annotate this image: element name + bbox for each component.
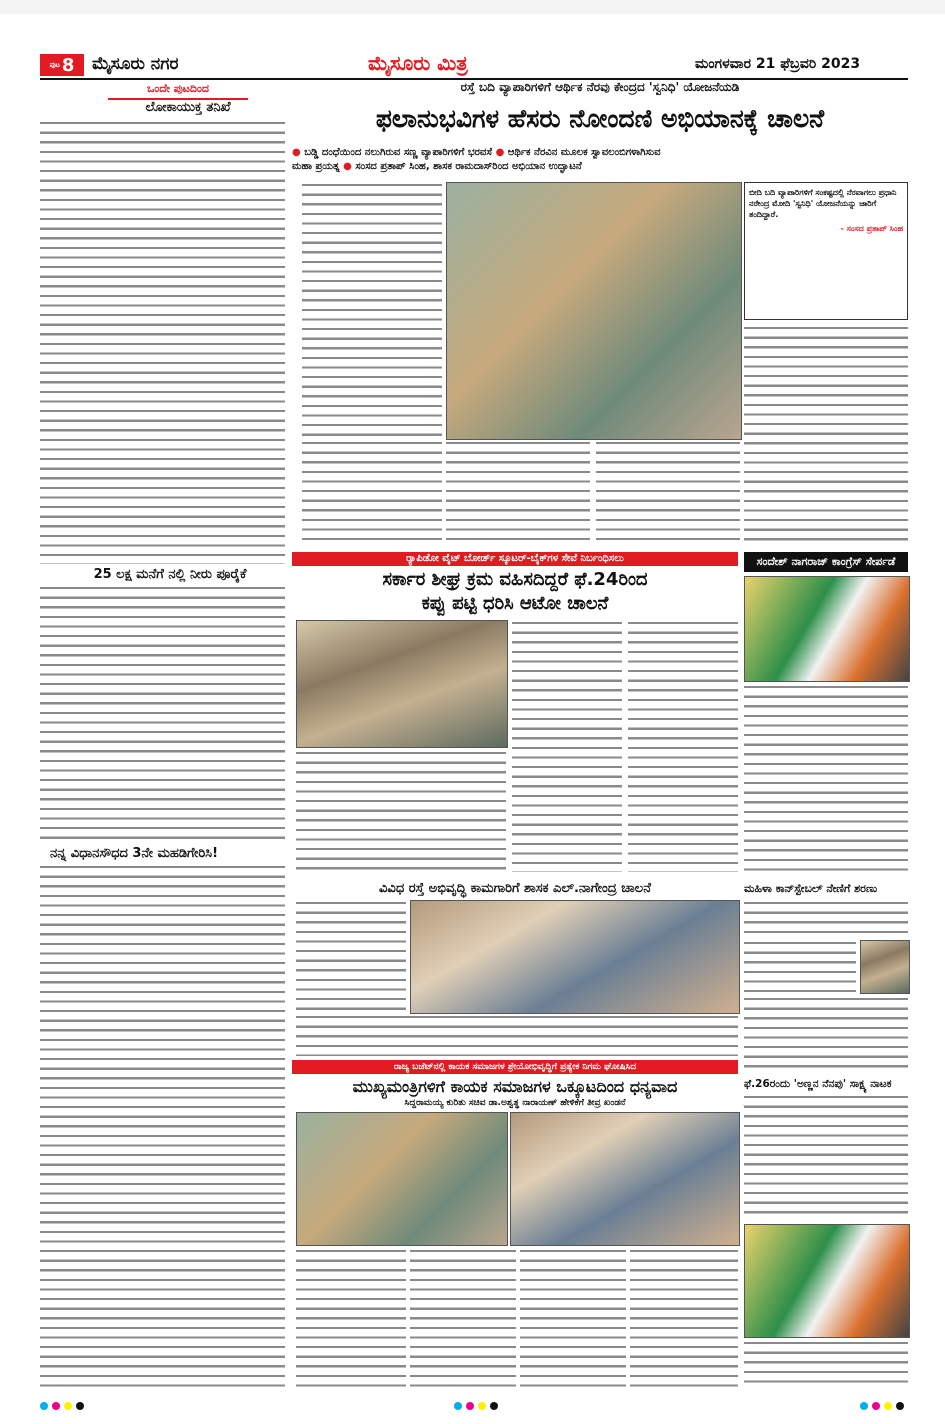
page-number: 8	[61, 54, 75, 76]
registration-marks-left	[40, 1402, 84, 1410]
lead-photo	[446, 182, 742, 440]
section-tag-box	[108, 82, 248, 100]
sandesh-body	[744, 684, 908, 872]
registration-marks-right	[860, 1402, 904, 1410]
roads-photo	[410, 900, 740, 1014]
yellow-dot-icon	[478, 1402, 486, 1410]
article3-body	[40, 864, 285, 1388]
section-tag: ಒಂದೇ ಪುಟದಿಂದ	[146, 82, 210, 95]
drama-headline: ಫೆ.26ರಂದು 'ಅಣ್ಣನ ನೆನಪು' ಸಾಕ್ಷ್ಯ ನಾಟಕ	[744, 1078, 892, 1090]
constable-photo	[860, 940, 910, 994]
magenta-dot-icon	[52, 1402, 60, 1410]
drama-body	[744, 1094, 908, 1220]
roads-body	[296, 1014, 738, 1056]
cyan-dot-icon	[860, 1402, 868, 1410]
constable-body2	[744, 996, 908, 1070]
lead-col2-bottom	[446, 440, 590, 546]
auto-photo	[296, 620, 508, 748]
auto-col2	[512, 620, 622, 872]
newspaper-title: ಮೈಸೂರು ಮಿತ್ರ	[368, 51, 468, 75]
article3-title: ನನ್ನ ವಿಧಾನಸೌಧದ 3ನೇ ಮಹಡಿಗೇರಿಸಿ!	[50, 846, 219, 861]
yellow-dot-icon	[884, 1402, 892, 1410]
article1-body	[40, 120, 285, 564]
article2-title: 25 ಲಕ್ಷ ಮನೆಗೆ ನಲ್ಲಿ ನೀರು ಪೂರೈಕೆ	[93, 567, 247, 582]
sandesh-photo	[744, 576, 910, 682]
cm-headline: ಮುಖ್ಯಮಂತ್ರಿಗಳಿಗೆ ಕಾಯಕ ಸಮಾಜಗಳ ಒಕ್ಕೂಟದಿಂದ ಧನ್ಯವಾದ	[352, 1077, 678, 1096]
cm-photo-2	[510, 1112, 740, 1246]
lead-quote-box	[744, 182, 908, 320]
lead-col1-top	[302, 182, 442, 440]
yellow-dot-icon	[64, 1402, 72, 1410]
black-dot-icon	[896, 1402, 904, 1410]
cm-col1	[296, 1248, 406, 1388]
bullet-icon: ●	[495, 147, 505, 158]
lead-decks	[292, 146, 908, 174]
cyan-dot-icon	[40, 1402, 48, 1410]
lead-kicker: ರಸ್ತೆ ಬದಿ ವ್ಯಾಪಾರಿಗಳಿಗೆ ಆರ್ಥಿಕ ನೆರವು ಕೇಂದ್ರದ 'ಸ್ವನಿಧಿ' ಯೋಜನೆಯಡಿ	[460, 80, 740, 94]
black-dot-icon	[76, 1402, 84, 1410]
bullet-icon: ●	[343, 161, 352, 172]
lead-headline: ಫಲಾನುಭವಿಗಳ ಹೆಸರು ನೋಂದಣಿ ಅಭಿಯಾನಕ್ಕೆ ಚಾಲನೆ	[375, 104, 825, 133]
magenta-dot-icon	[872, 1402, 880, 1410]
lead-quote: ಬೀದಿ ಬದಿ ವ್ಯಾಪಾರಿಗಳಿಗೆ ಸಂಕಷ್ಟದಲ್ಲಿ ನೆರವಾಗಲು ಪ್ರಧಾನಿ ನರೇಂದ್ರ ಮೋದಿ 'ಸ್ವನಿಧಿ' ಯೋಜನೆಯನ್ನು ಜಾರಿಗೆ ತಂದಿದ್ದಾರೆ.	[749, 188, 897, 219]
lead-kicker-box	[292, 80, 908, 96]
section-name: ಮೈಸೂರು ನಗರ	[92, 54, 179, 74]
drama-caption	[744, 1340, 908, 1388]
drama-photo	[744, 1224, 910, 1338]
auto-headline1: ಸರ್ಕಾರ ಶೀಘ್ರ ಕ್ರಮ ವಹಿಸದಿದ್ದರೆ ಫೆ.24ರಿಂದ	[382, 569, 648, 590]
magenta-dot-icon	[466, 1402, 474, 1410]
cm-kicker: ರಾಜ್ಯ ಬಜೆಟ್‌ನಲ್ಲಿ ಕಾಯಕ ಸಮಾಜಗಳ ಶ್ರೇಯೋಭಿವೃದ್ಧಿಗೆ ಪ್ರತ್ಯೇಕ ನಿಗಮ ಘೋಷಿಸಿದ	[292, 1060, 738, 1074]
auto-col3	[628, 620, 738, 872]
top-strip	[0, 0, 945, 14]
auto-col1	[296, 750, 506, 872]
article1-title: ಲೋಕಾಯುಕ್ತ ತನಿಖೆ	[145, 100, 231, 115]
cm-col3	[520, 1248, 626, 1388]
lead-deck4: ಸಂಸದ ಪ್ರತಾಪ್ ಸಿಂಹ, ಶಾಸಕ ರಾಮದಾಸ್‌ರಿಂದ ಅಭಿಯಾನ ಉದ್ಘಾಟನೆ	[355, 161, 582, 172]
constable-body	[744, 940, 856, 992]
lead-deck3: ಮಹಾ ಪ್ರಯತ್ನ	[292, 161, 340, 172]
lead-col1-bottom	[302, 440, 442, 546]
constable-headline: ಮಹಿಳಾ ಕಾನ್‌ಸ್ಟೇಬಲ್ ನೇಣಿಗೆ ಶರಣು	[744, 882, 878, 895]
cm-col4	[630, 1248, 738, 1388]
cm-col2	[410, 1248, 516, 1388]
issue-date: ಮಂಗಳವಾರ 21 ಫೆಬ್ರವರಿ 2023	[695, 56, 861, 72]
cm-deck: ಸಿದ್ದರಾಮಯ್ಯ ಕುರಿತು ಸಚಿವ ಡಾ.ಅಶ್ವತ್ಥ ನಾರಾಯಣ್ ಹೇಳಿಕೆಗೆ ತೀವ್ರ ಖಂಡನೆ	[404, 1098, 626, 1108]
bullet-icon: ●	[292, 147, 301, 158]
lead-deck2: ಆರ್ಥಿಕ ನೆರವಿನ ಮೂಲಕ ಸ್ವಾವಲಂಬಿಗಳಾಗಿಸುವ	[507, 147, 661, 158]
black-dot-icon	[490, 1402, 498, 1410]
sandesh-headline: ಸಂದೇಶ್ ನಾಗರಾಜ್ ಕಾಂಗ್ರೆಸ್ ಸೇರ್ಪಡೆ	[744, 552, 908, 572]
roads-headline: ವಿವಿಧ ರಸ್ತೆ ಅಭಿವೃದ್ಧಿ ಕಾಮಗಾರಿಗೆ ಶಾಸಕ ಎಲ್.ನಾಗೇಂದ್ರ ಚಾಲನೆ	[379, 881, 651, 896]
constable-lead	[744, 900, 908, 936]
cm-photo-1	[296, 1112, 508, 1246]
roads-col1	[296, 900, 406, 1012]
auto-kicker: ರ‍್ಯಾಪಿಡೋ ವೈಟ್ ಬೋರ್ಡ್ ಸ್ಕೂಟರ್-ಬೈಕ್‌ಗಳ ಸೇವೆ ನಿರ್ಬಂಧಿಸಲು	[292, 552, 738, 566]
lead-quote-author: - ಸಂಸದ ಪ್ರತಾಪ್ ಸಿಂಹ	[840, 224, 903, 233]
page-label: ಪುಟ	[49, 60, 60, 69]
lead-col3-bottom	[596, 440, 740, 546]
auto-headline2: ಕಪ್ಪು ಪಟ್ಟಿ ಧರಿಸಿ ಆಟೋ ಚಾಲನೆ	[421, 593, 609, 614]
page-number-badge	[40, 54, 84, 76]
article2-body	[40, 585, 285, 843]
lead-col-right	[744, 325, 908, 545]
cyan-dot-icon	[454, 1402, 462, 1410]
registration-marks-center	[454, 1402, 498, 1410]
lead-deck1: ಬಡ್ಡಿ ದಂಧೆಯಿಂದ ನಲುಗಿರುವ ಸಣ್ಣ ವ್ಯಾಪಾರಿಗಳಿಗೆ ಭರವಸೆ	[304, 147, 493, 158]
